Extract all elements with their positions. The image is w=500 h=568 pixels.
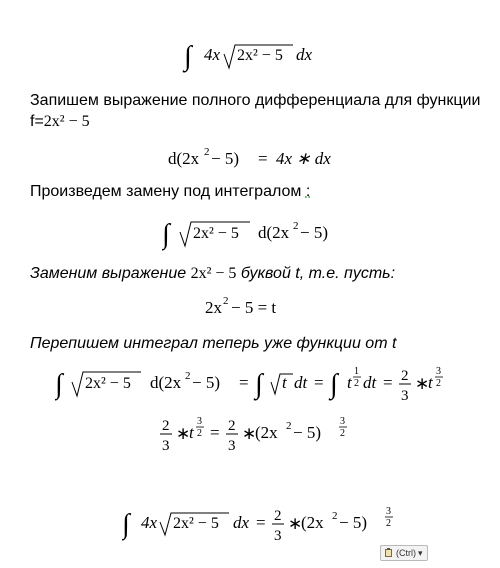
svg-text:2x² − 5: 2x² − 5 [173,515,219,532]
svg-text:4x: 4x [141,513,158,532]
svg-text:t: t [347,373,352,392]
text-line-3: Заменим выражение 2x² − 5 буквой t, т.е. пусть: [30,265,396,282]
svg-text:4x: 4x [204,45,221,64]
svg-text:3: 3 [228,438,236,454]
svg-text:∗: ∗ [176,424,191,443]
svg-text:3: 3 [197,416,202,427]
svg-text:2x² − 5: 2x² − 5 [85,375,131,392]
svg-text:2: 2 [197,428,202,439]
svg-text:− 5 = t: − 5 = t [231,298,277,317]
svg-text:3: 3 [274,528,282,544]
svg-text:d(2x: d(2x [168,149,200,168]
svg-text:− 5): − 5) [192,373,220,392]
svg-text:∗: ∗ [288,514,303,533]
svg-text:∫: ∫ [122,509,130,540]
svg-text:2x² − 5: 2x² − 5 [237,47,283,64]
svg-text:2: 2 [386,518,391,529]
formula-chain [55,358,455,406]
formula-result-t [160,410,380,460]
chevron-down-icon: ▾ [418,547,423,558]
svg-text:(2x: (2x [255,423,278,442]
svg-text:=: = [210,423,220,442]
svg-text:− 5): − 5) [300,223,328,242]
svg-text:t: t [189,423,194,442]
svg-text:3: 3 [386,506,391,517]
svg-text:2: 2 [228,418,236,434]
svg-text:=: = [314,373,324,392]
svg-text:dt: dt [363,373,377,392]
svg-text:2: 2 [401,368,409,384]
svg-text:∗: ∗ [242,424,257,443]
svg-text:1: 1 [354,366,359,377]
f-label: f= [30,113,44,130]
svg-text:4x ∗ dx: 4x ∗ dx [276,149,331,168]
clipboard-icon [384,548,394,558]
paste-options-label: (Ctrl) [396,548,416,558]
svg-text:2: 2 [293,220,299,232]
svg-text:2x² − 5: 2x² − 5 [193,225,239,242]
svg-text:d(2x: d(2x [258,223,290,242]
formula-integral-problem [180,34,330,76]
svg-text:2: 2 [286,420,292,432]
svg-text:∫: ∫ [255,369,263,400]
f-expr: 2x² − 5 [43,113,90,130]
svg-text:=: = [383,373,393,392]
svg-text:∫: ∫ [162,219,170,250]
formula-t-definition [205,293,315,321]
svg-text:3: 3 [401,388,409,404]
text-line-1b [30,113,90,131]
paste-options-button[interactable] [380,545,428,561]
svg-text:∫: ∫ [55,369,63,400]
svg-text:t: t [282,373,287,392]
svg-text:=: = [239,373,249,392]
svg-text:3: 3 [340,416,345,427]
formula-differential [168,142,368,172]
svg-text:dx: dx [296,45,313,64]
svg-text:− 5): − 5) [339,513,367,532]
svg-text:2: 2 [204,146,210,158]
svg-text:=: = [256,513,266,532]
svg-text:t: t [428,373,433,392]
svg-text:=: = [258,149,268,168]
svg-text:dx: dx [233,513,250,532]
svg-text:2: 2 [436,378,441,389]
svg-text:2: 2 [162,418,170,434]
svg-text:2: 2 [185,370,191,382]
svg-text:∗: ∗ [415,374,430,393]
integral-sign: ∫ [184,41,192,72]
text-line-2: Произведем замену под интегралом : [30,183,311,200]
text-line-1: Запишем выражение полного дифференциала для функции [30,92,481,109]
text-line-4: Перепишем интеграл теперь уже функции от t [30,335,397,352]
svg-text:dt: dt [294,373,308,392]
svg-text:2: 2 [274,508,282,524]
svg-text:2: 2 [354,378,359,389]
svg-text:− 5): − 5) [293,423,321,442]
svg-text:3: 3 [436,366,441,377]
svg-text:2x: 2x [205,298,222,317]
svg-text:− 5): − 5) [211,149,239,168]
svg-text:∫: ∫ [330,369,338,400]
formula-substitution [162,210,362,254]
svg-text:2: 2 [332,510,338,522]
svg-text:(2x: (2x [301,513,324,532]
svg-text:2: 2 [340,428,345,439]
svg-text:2: 2 [223,295,229,307]
formula-final-answer [122,500,402,546]
svg-text:d(2x: d(2x [150,373,182,392]
svg-text:3: 3 [162,438,170,454]
